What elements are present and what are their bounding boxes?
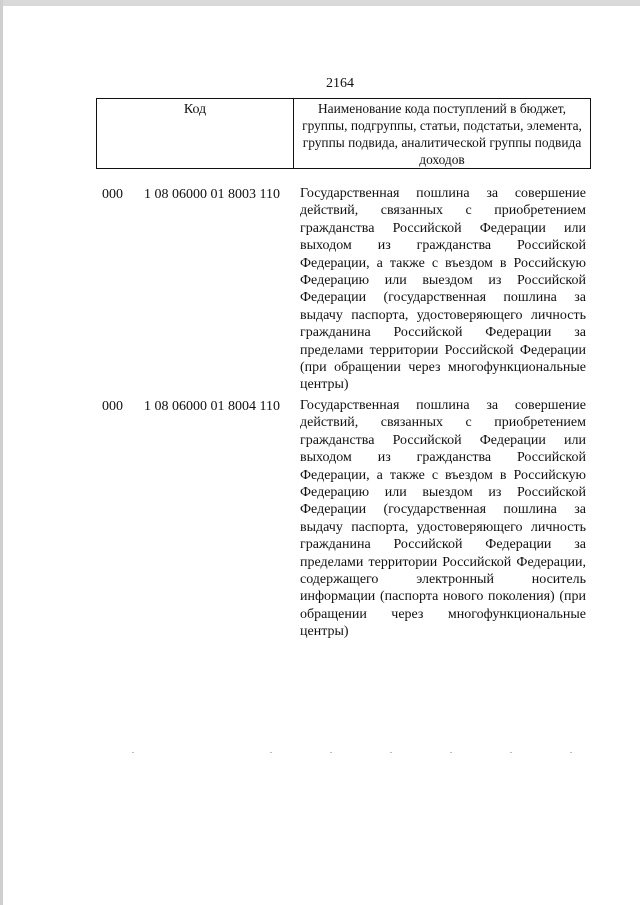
admin-code: 000 xyxy=(102,187,123,202)
code-rows xyxy=(0,185,640,641)
code-row xyxy=(0,397,640,641)
code-row xyxy=(0,185,640,394)
page-edge-top xyxy=(0,0,640,6)
code-description: Государственная пошлина за совершение действий, связанных с приобретением гражданства Российской Федерации или выходом из гражданства Российской Федерации, а также с въездом в Российскую Федерацию или выездом из Российской Федерации (государственная пошлина за выдачу паспорта, удостоверяющего личность гражданина Российской Федерации за пределами территории Российской Федерации, содержащего электронный носитель информации (паспорта нового поколения) (при обращении через многофункциональные центры) xyxy=(300,397,586,640)
header-code-cell: Код xyxy=(97,99,294,169)
header-name-cell: Наименование кода поступлений в бюджет, группы, подгруппы, статьи, подстатьи, элемента, группы подвида, аналитической группы подвида доходов xyxy=(294,99,591,169)
budget-code: 1 08 06000 01 8004 110 xyxy=(144,398,280,414)
page-number: 2164 xyxy=(326,76,354,91)
admin-code: 000 xyxy=(102,398,123,414)
header-table xyxy=(96,98,591,169)
code-description: Государственная пошлина за совершение действий, связанных с приобретением гражданства Российской Федерации или выходом из гражданства Российской Федерации, а также с въездом в Российскую Федерацию или выездом из Российской Федерации (государственная пошлина за выдачу паспорта, удостоверяющего личность гражданина Российской Федерации за пределами территории Российской Федерации (при обращении через многофункциональные центры) xyxy=(300,186,586,393)
budget-code: 1 08 06000 01 8003 110 xyxy=(144,187,280,202)
scan-artifacts xyxy=(120,752,580,754)
header-row xyxy=(97,99,591,169)
